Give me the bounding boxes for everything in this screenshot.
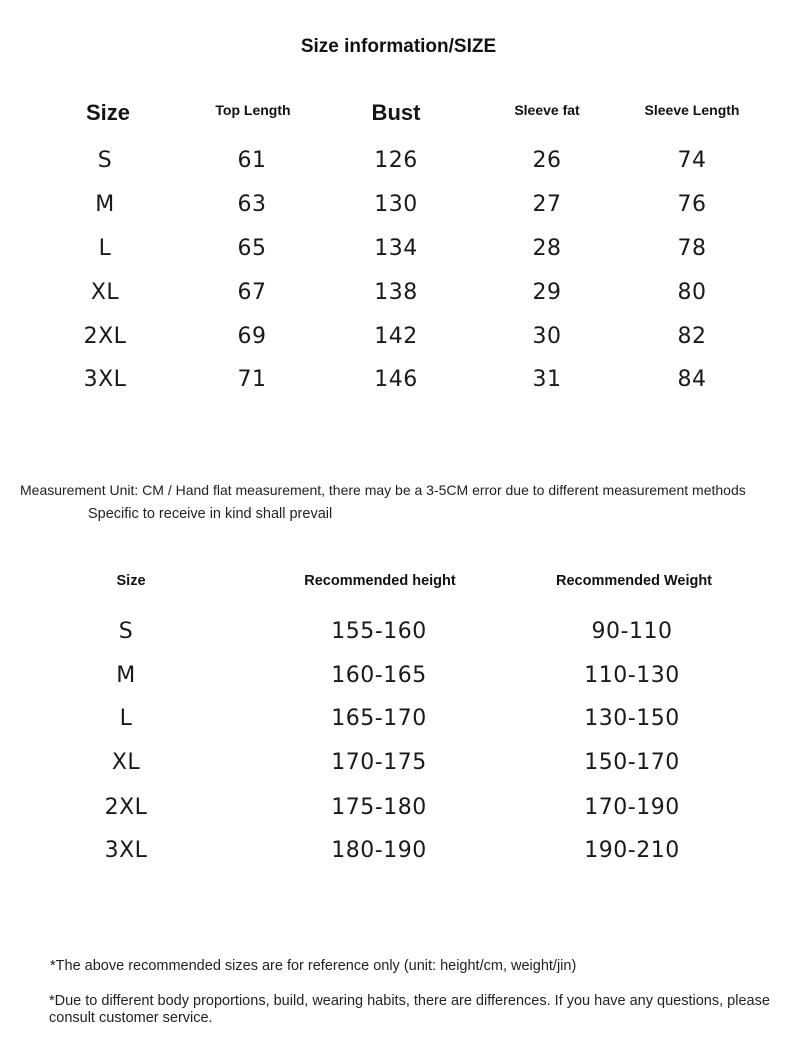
size-chart-cell-size: 2XL (83, 324, 127, 349)
size-chart-cell-top-length: 69 (237, 324, 267, 349)
recommend-chart-cell-size: 2XL (104, 795, 148, 820)
footnote-consult: *Due to different body proportions, build, wearing habits, there are differences. If you have any questions, please consult customer service. (49, 993, 770, 1026)
size-chart-cell-bust: 142 (374, 324, 418, 349)
size-chart-cell-bust: 126 (374, 148, 418, 173)
recommend-chart-cell-weight: 150-170 (584, 750, 680, 775)
recommend-chart-header-size: Size (116, 573, 146, 589)
size-chart-header-size: Size (85, 100, 131, 125)
size-chart-cell-size: XL (90, 280, 120, 305)
recommend-chart-cell-weight: 90-110 (591, 619, 673, 644)
recommend-chart-cell-height: 155-160 (331, 619, 427, 644)
size-chart-cell-sleeve-fat: 27 (532, 192, 562, 217)
size-chart-cell-size: S (97, 148, 113, 173)
recommend-chart-cell-size: M (116, 663, 136, 688)
size-chart-cell-sleeve-length: 78 (677, 236, 707, 261)
size-chart-cell-sleeve-length: 74 (677, 148, 707, 173)
size-chart-cell-top-length: 65 (237, 236, 267, 261)
size-chart-cell-sleeve-length: 80 (677, 280, 707, 305)
measurement-note-line2: Specific to receive in kind shall prevail (88, 506, 333, 522)
size-chart-cell-bust: 138 (374, 280, 418, 305)
size-chart-cell-top-length: 71 (237, 367, 267, 392)
page-title: Size information/SIZE (300, 36, 497, 57)
size-chart-cell-sleeve-fat: 26 (532, 148, 562, 173)
recommend-chart-cell-height: 180-190 (331, 838, 427, 863)
size-chart-cell-size: M (95, 192, 115, 217)
size-chart-cell-size: 3XL (83, 367, 127, 392)
footnote-reference: *The above recommended sizes are for reference only (unit: height/cm, weight/jin) (50, 958, 577, 974)
size-chart-cell-top-length: 67 (237, 280, 267, 305)
recommend-chart-cell-size: L (119, 706, 133, 731)
recommend-chart-header-height: Recommended height (304, 573, 456, 589)
size-chart-header-sleeve-fat: Sleeve fat (514, 102, 580, 118)
measurement-note-line1: Measurement Unit: CM / Hand flat measurement, there may be a 3-5CM error due to different measurement methods (20, 482, 746, 498)
recommend-chart-cell-weight: 130-150 (584, 706, 680, 731)
recommend-chart-cell-height: 170-175 (331, 750, 427, 775)
size-chart-header-sleeve-length: Sleeve Length (644, 102, 740, 118)
recommend-chart-header-weight: Recommended Weight (555, 573, 713, 589)
recommend-chart-cell-weight: 190-210 (584, 838, 680, 863)
recommend-chart-cell-height: 165-170 (331, 706, 427, 731)
size-chart-cell-top-length: 61 (237, 148, 267, 173)
recommend-chart-cell-height: 160-165 (331, 663, 427, 688)
size-chart-cell-sleeve-fat: 31 (532, 367, 562, 392)
size-chart-cell-sleeve-length: 84 (677, 367, 707, 392)
size-chart-cell-bust: 134 (374, 236, 418, 261)
size-chart-cell-top-length: 63 (237, 192, 267, 217)
size-chart-cell-sleeve-length: 76 (677, 192, 707, 217)
recommend-chart-cell-weight: 170-190 (584, 795, 680, 820)
size-chart-header-top-length: Top Length (215, 102, 291, 118)
size-chart-cell-bust: 130 (374, 192, 418, 217)
recommend-chart-cell-height: 175-180 (331, 795, 427, 820)
size-chart-cell-sleeve-length: 82 (677, 324, 707, 349)
size-chart-header-bust: Bust (371, 100, 421, 125)
recommend-chart-cell-size: S (118, 619, 134, 644)
size-chart-cell-sleeve-fat: 30 (532, 324, 562, 349)
size-chart-cell-sleeve-fat: 29 (532, 280, 562, 305)
recommend-chart-cell-size: 3XL (104, 838, 148, 863)
recommend-chart-cell-size: XL (111, 750, 141, 775)
recommend-chart-cell-weight: 110-130 (584, 663, 680, 688)
size-chart-cell-sleeve-fat: 28 (532, 236, 562, 261)
size-chart-cell-size: L (98, 236, 112, 261)
size-chart-cell-bust: 146 (374, 367, 418, 392)
